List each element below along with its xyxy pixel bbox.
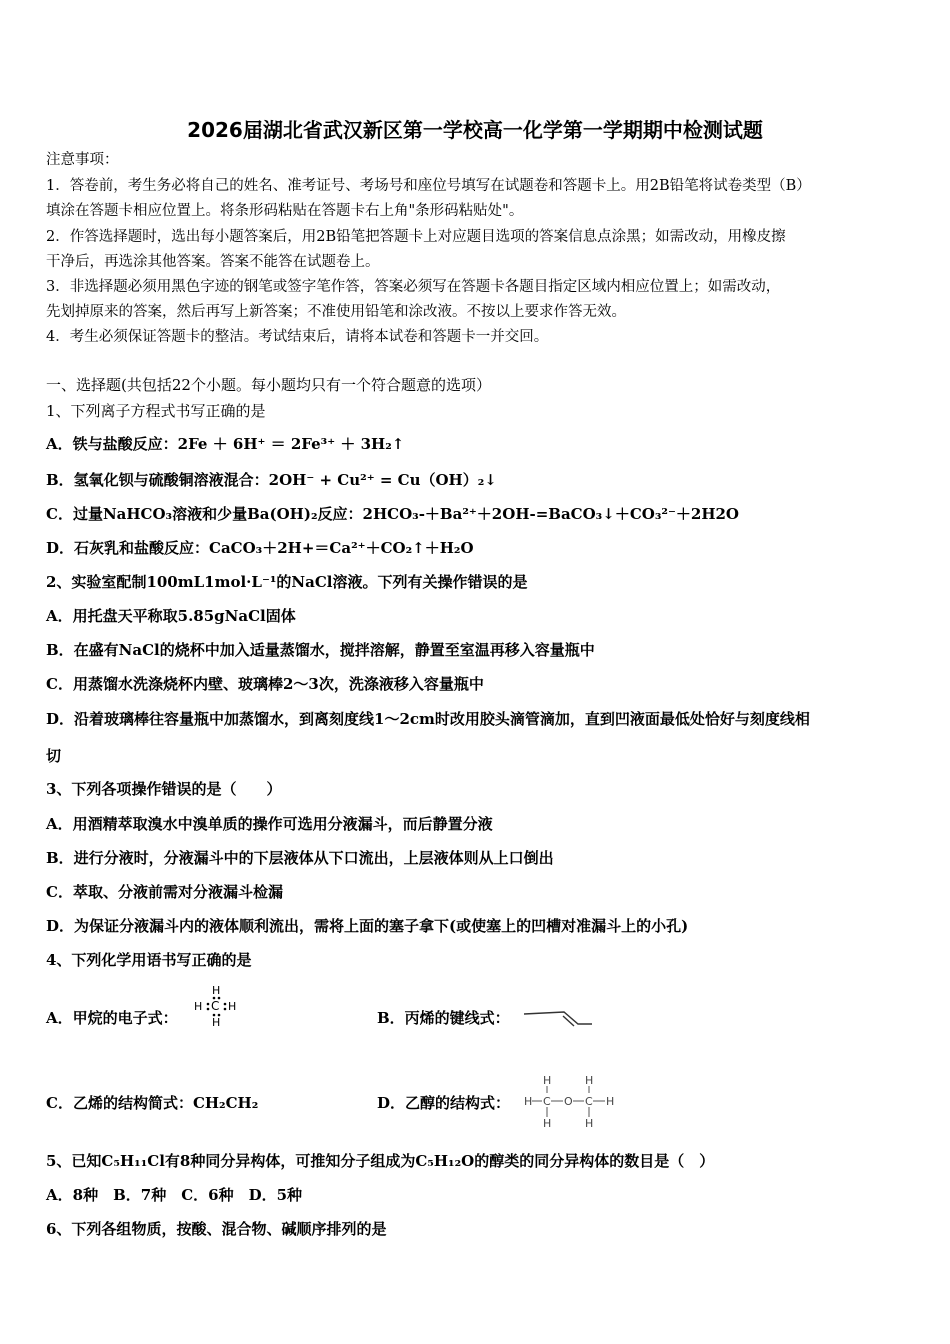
question-stem: 6、下列各组物质，按酸、混合物、碱顺序排列的是 <box>46 1220 387 1238</box>
question-stem: 5、已知C₅H₁₁Cl有8种同分异构体，可推知分子组成为C₅H₁₂O的醇类的同分异构体的数目是（ ） <box>46 1152 715 1170</box>
h-atom: H <box>543 1117 552 1130</box>
double-bond-line <box>563 1016 574 1026</box>
question-stem: 4、下列化学用语书写正确的是 <box>46 951 252 969</box>
electron-dot <box>207 1008 210 1011</box>
option-a: A．铁与盐酸反应：2Fe ＋ 6H⁺ ＝ 2Fe³⁺ ＋ 3H₂↑ <box>46 435 405 453</box>
option-d: D．乙醇的结构式： <box>377 1094 511 1112</box>
option-d: D．为保证分液漏斗内的液体顺利流出，需将上面的塞子拿下(或使塞上的凹槽对准漏斗上的小孔) <box>46 917 689 935</box>
section-heading: 一、选择题(共包括22个小题。每小题均只有一个符合题意的选项） <box>46 376 491 394</box>
notice-line: 填涂在答题卡相应位置上。将条形码粘贴在答题卡右上角"条形码粘贴处"。 <box>46 203 524 219</box>
h-top: H <box>212 984 221 997</box>
option-a: A．用托盘天平称取5.85gNaCl固体 <box>46 607 296 625</box>
h-right: H <box>228 1000 237 1013</box>
question-stem: 3、下列各项操作错误的是（ ） <box>46 780 282 798</box>
o-atom: O <box>564 1095 573 1108</box>
option-b: B．丙烯的键线式： <box>377 1009 510 1027</box>
option-b: B．进行分液时，分液漏斗中的下层液体从下口流出，上层液体则从上口倒出 <box>46 849 554 867</box>
carbon-chain <box>524 1012 592 1024</box>
c-center: C <box>211 999 220 1013</box>
notice-line: 3．非选择题必须用黑色字迹的钢笔或签字笔作答，答案必须写在答题卡各题目指定区域内相应位置上；如需改动， <box>46 279 781 295</box>
notice-line: 2．作答选择题时，选出每小题答案后，用2B铅笔把答题卡上对应题目选项的答案信息点涂黑；如需改动，用橡皮擦 <box>46 229 786 245</box>
option-b: B．氢氧化钡与硫酸铜溶液混合：2OH⁻ + Cu²⁺ = Cu（OH）₂↓ <box>46 471 497 489</box>
electron-dot <box>224 1008 227 1011</box>
option-c: C．乙烯的结构简式：CH₂CH₂ <box>46 1094 259 1112</box>
h-left: H <box>194 1000 203 1013</box>
option-b: B．在盛有NaCl的烧杯中加入适量蒸馏水，搅拌溶解，静置至室温再移入容量瓶中 <box>46 641 595 659</box>
h-atom: H <box>543 1074 552 1087</box>
propene-skeletal-formula <box>522 1004 594 1030</box>
h-atom: H <box>524 1095 533 1108</box>
notice-line: 4．考生必须保证答题卡的整洁。考试结束后，请将本试卷和答题卡一并交回。 <box>46 329 549 345</box>
h-atom: H <box>585 1117 594 1130</box>
option-a: A．用酒精萃取溴水中溴单质的操作可选用分液漏斗，而后静置分液 <box>46 815 493 833</box>
exam-title: 2026届湖北省武汉新区第一学校高一化学第一学期期中检测试题 <box>187 118 763 142</box>
option-a: A．甲烷的电子式： <box>46 1009 178 1027</box>
electron-dot <box>218 1014 221 1017</box>
option-c: C．用蒸馏水洗涤烧杯内壁、玻璃棒2～3次，洗涤液移入容量瓶中 <box>46 675 484 693</box>
option-d: D．石灰乳和盐酸反应：CaCO₃＋2H+＝Ca²⁺＋CO₂↑＋H₂O <box>46 539 474 557</box>
option-d-continued: 切 <box>46 747 62 765</box>
electron-dot <box>218 997 221 1000</box>
option-d: D．沿着玻璃棒往容量瓶中加蒸馏水，到离刻度线1～2cm时改用胶头滴管滴加，直到凹液面最低处恰好与刻度线相 <box>46 710 810 728</box>
notice-heading: 注意事项： <box>46 152 119 168</box>
h-atom: H <box>585 1074 594 1087</box>
c-atom: C <box>585 1095 593 1108</box>
h-atom: H <box>606 1095 615 1108</box>
options-row: A．8种 B．7种 C．6种 D．5种 <box>46 1186 303 1204</box>
question-stem: 1、下列离子方程式书写正确的是 <box>46 402 266 420</box>
option-c: C．过量NaHCO₃溶液和少量Ba(OH)₂反应：2HCO₃-＋Ba²⁺＋2OH-=BaCO₃↓＋CO₃²⁻＋2H2O <box>46 505 739 523</box>
notice-line: 1．答卷前，考生务必将自己的姓名、准考证号、考场号和座位号填写在试题卷和答题卡上。用2B铅笔将试卷类型（B） <box>46 178 811 194</box>
electron-dot <box>213 997 216 1000</box>
notice-line: 先划掉原来的答案，然后再写上新答案；不准使用铅笔和涂改液。不按以上要求作答无效。 <box>46 304 626 320</box>
electron-dot <box>213 1014 216 1017</box>
notice-line: 干净后，再选涂其他答案。答案不能答在试题卷上。 <box>46 254 380 270</box>
methane-electron-formula <box>190 982 246 1030</box>
electron-dot <box>207 1003 210 1006</box>
c-atom: C <box>543 1095 551 1108</box>
ethanol-structural-formula <box>522 1072 618 1130</box>
electron-dot <box>224 1003 227 1006</box>
h-bottom: H <box>212 1016 221 1029</box>
option-c: C．萃取、分液前需对分液漏斗检漏 <box>46 883 283 901</box>
question-stem: 2、实验室配制100mL1mol·L⁻¹的NaCl溶液。下列有关操作错误的是 <box>46 573 528 591</box>
